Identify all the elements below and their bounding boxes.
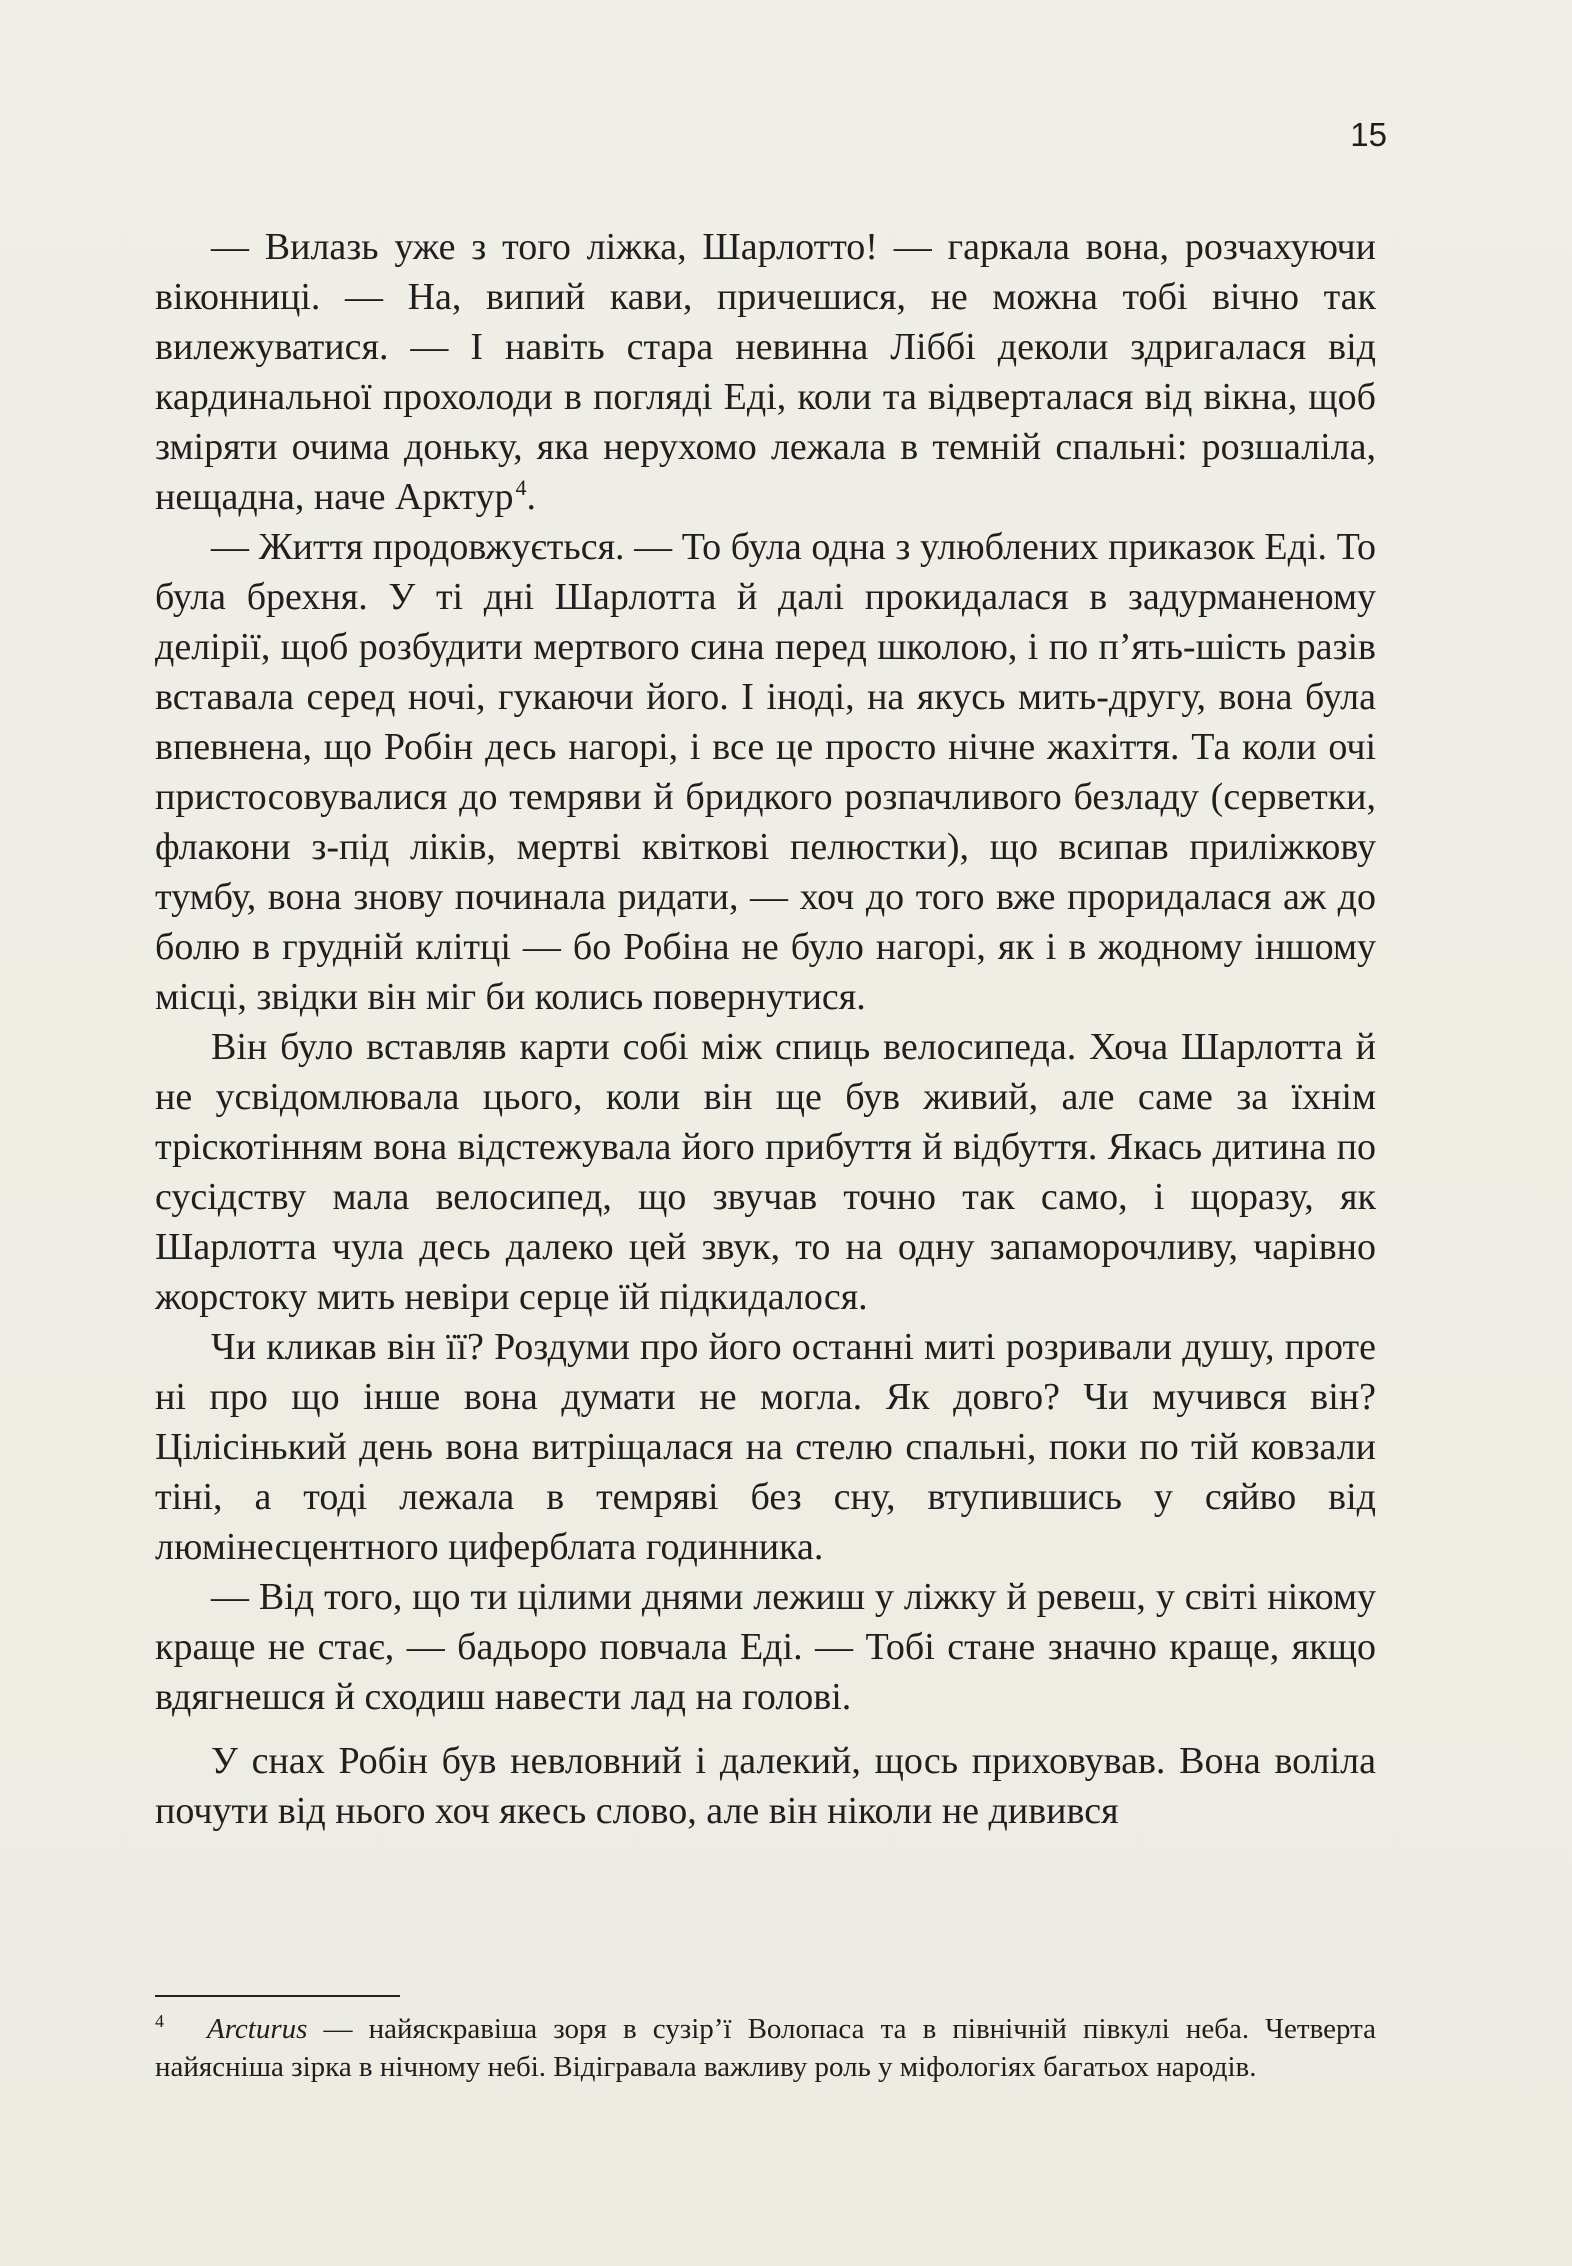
paragraph: У снах Робін був невловний і далекий, щось приховував. Вона воліла почути від нього хоч якесь слово, але він ніколи не дивився xyxy=(155,1740,1376,1832)
paragraph: Чи кликав він її? Роздуми про його останні миті розривали душу, проте ні про що інше вона думати не могла. Як довго? Чи мучився він? Цілісінький день вона витріщалася на стелю спальні, поки по тій ковзали тіні, а тоді лежала в темряві без сну, втупившись у сяйво від люмінесцентного циферблата годинника. xyxy=(155,1326,1376,1568)
paragraph-text: — Вилазь уже з того ліжка, Шарлотто! — гаркала вона, розчахуючи віконниці. — На, випий кави, причешися, не можна тобі вічно так вилежуватися. — І навіть стара невинна Ліббі деколи здригалася від кардинальної прохолоди в погляді Еді, коли та відверталася від вікна, щоб зміряти очима доньку, яка нерухомо лежала в темній спальні: розшаліла, нещадна, наче Арктур xyxy=(155,226,1376,518)
paragraph xyxy=(155,222,1376,522)
footnote-divider xyxy=(155,1995,400,1997)
body-text xyxy=(155,222,1376,1836)
paragraph: Він було вставляв карти собі між спиць велосипеда. Хоча Шарлотта й не усвідомлювала цього, коли він ще був живий, але саме за їхнім тріскотінням вона відстежувала його прибуття й відбуття. Якась дитина по сусідству мала велосипед, що звучав точно так само, і щоразу, як Шарлотта чула десь далеко цей звук, то на одну запаморочливу, чарівно жорстоку мить невіри серце їй підкидалося. xyxy=(155,1026,1376,1318)
paragraph-text-end: . xyxy=(526,476,537,518)
footnote: 4 Arcturus — найяскравіша зоря в сузір’ї Волопаса та в північній півкулі неба. Четверта найясніша зірка в нічному небі. Відігравала важливу роль у міфологіях багатьох народів. xyxy=(155,2011,1376,2083)
footnote-text: — найяскравіша зоря в сузір’ї Волопаса та в північній півкулі неба. Четверта найясніша зірка в нічному небі. Відігравала важливу роль у міфологіях багатьох народів. xyxy=(155,2013,1376,2083)
paragraph: — Від того, що ти цілими днями лежиш у ліжку й ревеш, у світі нікому краще не стає, — бадьоро повчала Еді. — Тобі стане значно краще, якщо вдягнешся й сходиш навести лад на голові. xyxy=(155,1576,1376,1718)
paragraph: — Життя продовжується. — То була одна з улюблених приказок Еді. То була брехня. У ті дні Шарлотта й далі прокидалася в задурманеному делірії, щоб розбудити мертвого сина перед школою, і по п’ять-шість разів вставала серед ночі, гукаючи його. І іноді, на якусь мить-другу, вона була впевнена, що Робін десь нагорі, і все це просто нічне жахіття. Та коли очі пристосовувалися до темряви й бридкого розпачливого безладу (серветки, флакони з-під ліків, мертві квіткові пелюстки), що всипав приліжкову тумбу, вона знову починала ридати, — хоч до того вже проридалася аж до болю в грудній клітці — бо Робіна не було нагорі, як і в жодному іншому місці, звідки він міг би колись повернутися. xyxy=(155,526,1376,1018)
page-number: 15 xyxy=(1350,116,1387,153)
footnote-term: Arcturus xyxy=(207,2013,308,2045)
footnote-reference[interactable]: 4 xyxy=(515,475,527,501)
